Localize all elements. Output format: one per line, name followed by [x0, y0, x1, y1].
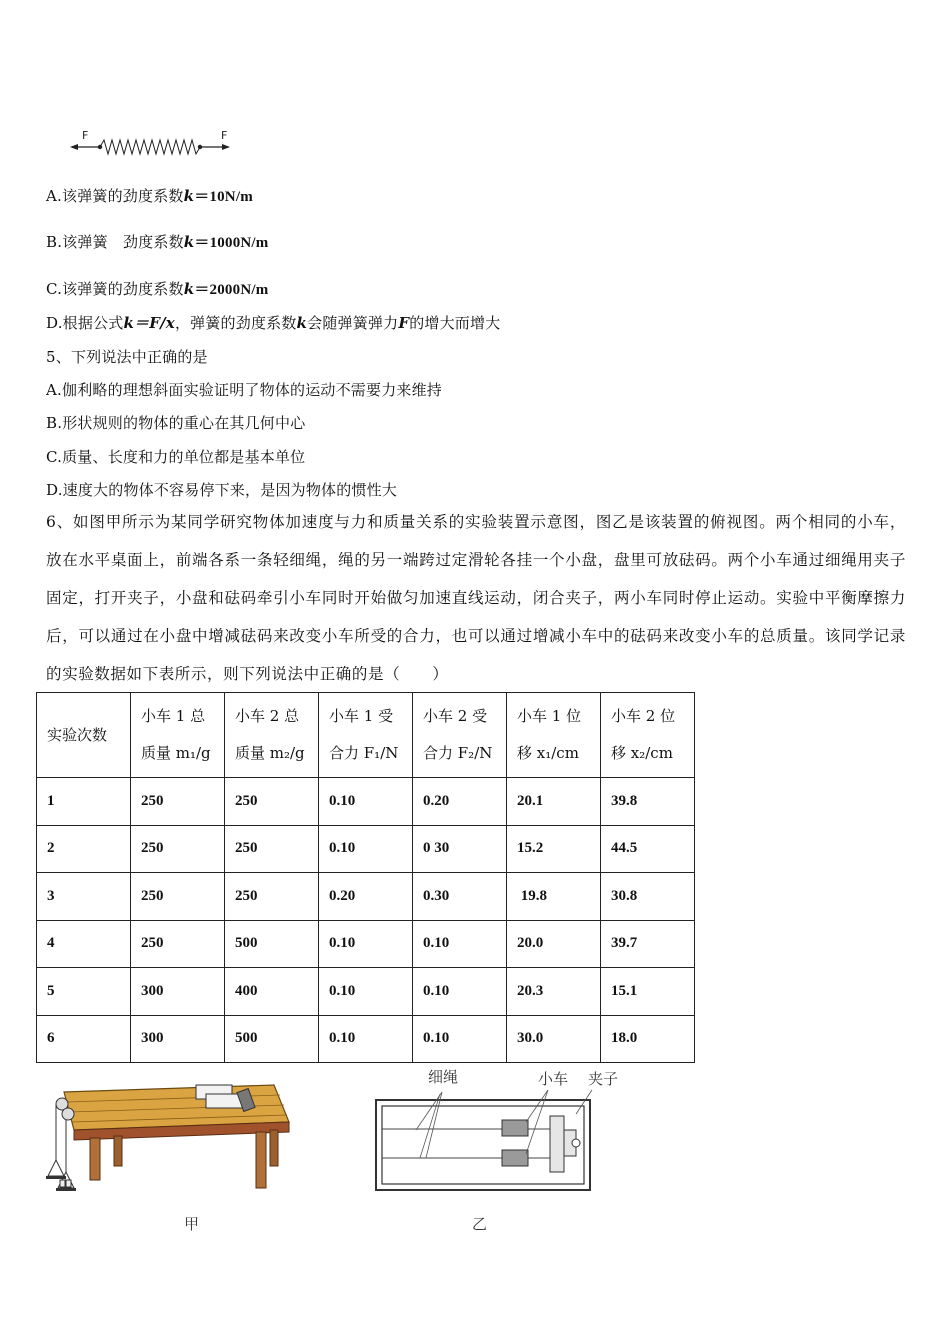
left-force-label: F — [82, 129, 89, 142]
table-cell: 20.0 — [507, 920, 601, 968]
table-cell: 0.10 — [319, 778, 413, 826]
table-cell: 0.10 — [319, 968, 413, 1016]
rope-label: 细绳 — [428, 1068, 459, 1086]
table-cell: 250 — [225, 873, 319, 921]
header-cell: 小车 1 总 质量 m₁/g — [131, 693, 225, 778]
q4-option-b: B.该弹簧 劲度系数k＝1000N/m — [46, 233, 269, 251]
table-cell: 0 30 — [413, 825, 507, 873]
experiment-data-table — [36, 692, 695, 1063]
table-cell: 20.1 — [507, 778, 601, 826]
table-cell: 3 — [37, 873, 131, 921]
q5-stem: 5、下列说法中正确的是 — [46, 348, 208, 366]
table-row — [37, 873, 695, 921]
table-cell: 30.0 — [507, 1015, 601, 1063]
table-cell: 0.20 — [319, 873, 413, 921]
clip-label: 夹子 — [588, 1070, 619, 1088]
table-cell: 0.20 — [413, 778, 507, 826]
cart-label: 小车 — [538, 1070, 569, 1088]
q4-option-d: D.根据公式k＝F/x，弹簧的劲度系数k会随弹簧弹力F的增大而增大 — [46, 314, 501, 332]
table-cell: 39.8 — [601, 778, 695, 826]
table-cell: 18.0 — [601, 1015, 695, 1063]
q6-stem: 6、如图甲所示为某同学研究物体加速度与力和质量关系的实验装置示意图，图乙是该装置的俯视图。两个相同的小车，放在水平桌面上，前端各系一条轻细绳，绳的另一端跨过定滑轮各挂一个小盘，盘里可放砝码。两个小车通过细绳用夹子固定，打开夹子，小盘和砝码牵引小车同时开始做匀加速直线运动，闭合夹子，两小车同时停止运动。实验中平衡摩擦力后，可以通过在小盘中增减砝码来改变小车所受的合力，也可以通过增减小车中的砝码来改变小车的总质量。该同学记录的实验数据如下表所示，则下列说法中正确的是（ ） — [46, 513, 906, 683]
table-cell: 300 — [131, 1015, 225, 1063]
table-cell: 250 — [131, 825, 225, 873]
q4-option-c: C.该弹簧的劲度系数k＝2000N/m — [46, 280, 269, 298]
table-row — [37, 778, 695, 826]
table-header-row — [37, 693, 695, 778]
table-cell: 5 — [37, 968, 131, 1016]
table-row — [37, 1015, 695, 1063]
table-cell: 44.5 — [601, 825, 695, 873]
table-cell: 250 — [131, 873, 225, 921]
caption-jia: 甲 — [184, 1215, 200, 1233]
table-cell: 4 — [37, 920, 131, 968]
table-cell: 19.8 — [507, 873, 601, 921]
table-cell: 0.10 — [319, 1015, 413, 1063]
table-cell: 400 — [225, 968, 319, 1016]
q4-option-a: A.该弹簧的劲度系数k＝10N/m — [46, 187, 253, 205]
table-cell: 0.30 — [413, 873, 507, 921]
q5-option-b: B.形状规则的物体的重心在其几何中心 — [46, 414, 306, 432]
table-cell: 1 — [37, 778, 131, 826]
header-cell: 小车 1 位 移 x₁/cm — [507, 693, 601, 778]
table-cell: 2 — [37, 825, 131, 873]
table-cell: 250 — [131, 920, 225, 968]
table-cell: 39.7 — [601, 920, 695, 968]
table-cell: 20.3 — [507, 968, 601, 1016]
q5-option-a: A.伽利略的理想斜面实验证明了物体的运动不需要力来维持 — [46, 381, 443, 399]
header-cell: 小车 2 总 质量 m₂/g — [225, 693, 319, 778]
spring-figure — [68, 126, 238, 160]
table-cell: 250 — [225, 825, 319, 873]
table-cell: 0.10 — [319, 825, 413, 873]
header-cell: 小车 2 位 移 x₂/cm — [601, 693, 695, 778]
table-cell: 300 — [131, 968, 225, 1016]
table-cell: 500 — [225, 1015, 319, 1063]
table-row — [37, 825, 695, 873]
pointer-lines — [370, 1084, 610, 1164]
table-cell: 500 — [225, 920, 319, 968]
table-cell: 0.10 — [319, 920, 413, 968]
table-cell: 0.10 — [413, 968, 507, 1016]
table-row — [37, 920, 695, 968]
table-cell: 30.8 — [601, 873, 695, 921]
right-force-label: F — [221, 129, 228, 142]
table-cell: 15.2 — [507, 825, 601, 873]
header-cell: 小车 1 受 合力 F₁/N — [319, 693, 413, 778]
header-cell: 小车 2 受 合力 F₂/N — [413, 693, 507, 778]
q5-option-d: D.速度大的物体不容易停下来，是因为物体的惯性大 — [46, 481, 398, 499]
table-row — [37, 968, 695, 1016]
table-cell: 250 — [131, 778, 225, 826]
table-cell: 0.10 — [413, 1015, 507, 1063]
q5-option-c: C.质量、长度和力的单位都是基本单位 — [46, 448, 306, 466]
header-cell: 实验次数 — [37, 693, 131, 778]
apparatus-figure — [44, 1080, 294, 1200]
table-cell: 6 — [37, 1015, 131, 1063]
table-cell: 0.10 — [413, 920, 507, 968]
table-cell: 15.1 — [601, 968, 695, 1016]
table-cell: 250 — [225, 778, 319, 826]
caption-yi: 乙 — [472, 1215, 488, 1233]
